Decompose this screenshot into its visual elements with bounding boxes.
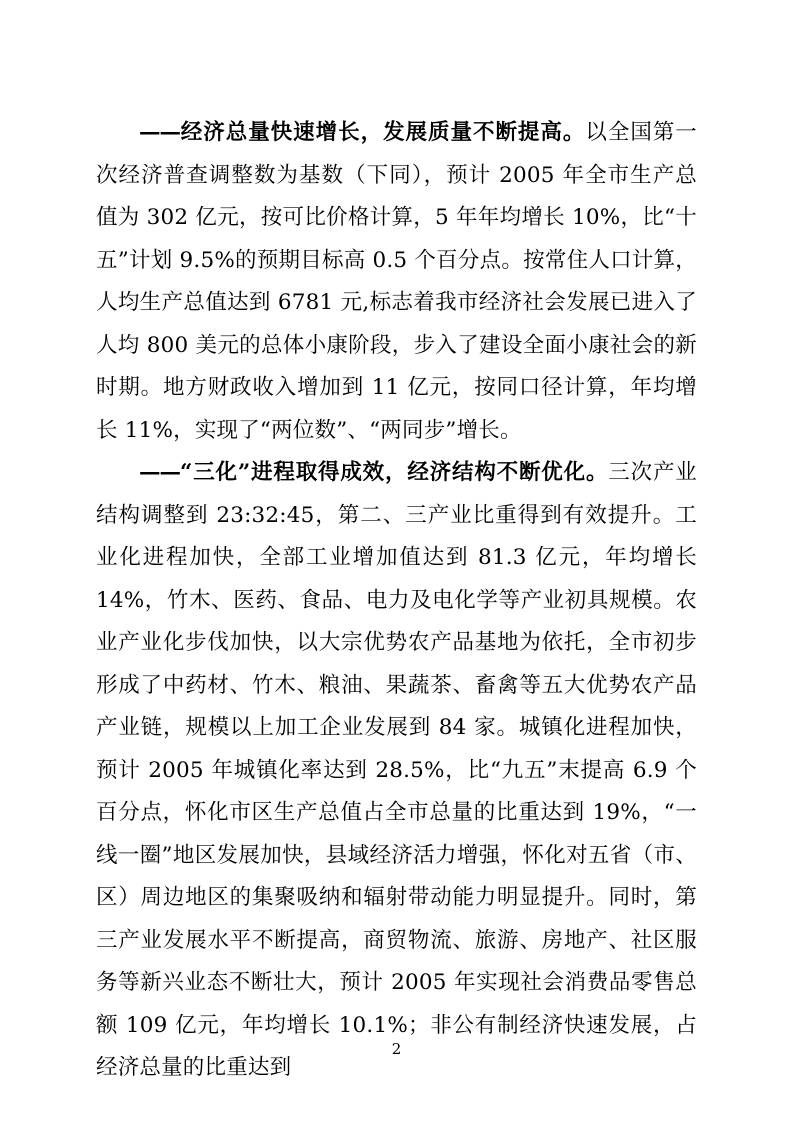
paragraph-2 (96, 452, 697, 1090)
page-number: 2 (391, 1040, 402, 1058)
paragraph-1 (96, 112, 697, 452)
paragraph-1-dash: —— (139, 120, 180, 145)
paragraph-2-lead: “三化”进程取得成效，经济结构不断优化。 (180, 460, 609, 485)
document-body (96, 112, 697, 1090)
paragraph-2-text: 三次产业结构调整到 23:32:45，第二、三产业比重得到有效提升。工业化进程加快，全部工业增加值达到 81.3 亿元，年均增长 14%，竹木、医药、食品、电力及电化学等产业初具规模。农业产业化步伐加快，以大宗优势农产品基地为依托，全市初步形成了中药材、竹木、粮油、果蔬茶、畜禽等五大优势农产品产业链，规模以上加工企业发展到 84 家。城镇化进程加快，预计 2005 年城镇化率达到 28.5%，比“九五”末提高 6.9 个百分点，怀化市区生产总值占全市总量的比重达到 19%，“一线一圈”地区发展加快，县域经济活力增强，怀化对五省（市、区）周边地区的集聚吸纳和辐射带动能力明显提升。同时，第三产业发展水平不断提高，商贸物流、旅游、房地产、社区服务等新兴业态不断壮大，预计 2005 年实现社会消费品零售总额 109 亿元，年均增长 10.1%；非公有制经济快速发展，占经济总量的比重达到 (96, 460, 697, 1080)
paragraph-1-text: 以全国第一次经济普查调整数为基数（下同），预计 2005 年全市生产总值为 302 亿元，按可比价格计算，5 年年均增长 10%，比“十五”计划 9.5%的预期目标高 0.5 个百分点。按常住人口计算，人均生产总值达到 6781 元,标志着我市经济社会发展已进入了人均 800 美元的总体小康阶段，步入了建设全面小康社会的新时期。地方财政收入增加到 11 亿元，按同口径计算，年均增长 11%，实现了“两位数”、“两同步”增长。 (96, 120, 697, 443)
paragraph-1-lead: 经济总量快速增长，发展质量不断提高。 (180, 120, 586, 145)
paragraph-2-dash: —— (139, 460, 180, 485)
